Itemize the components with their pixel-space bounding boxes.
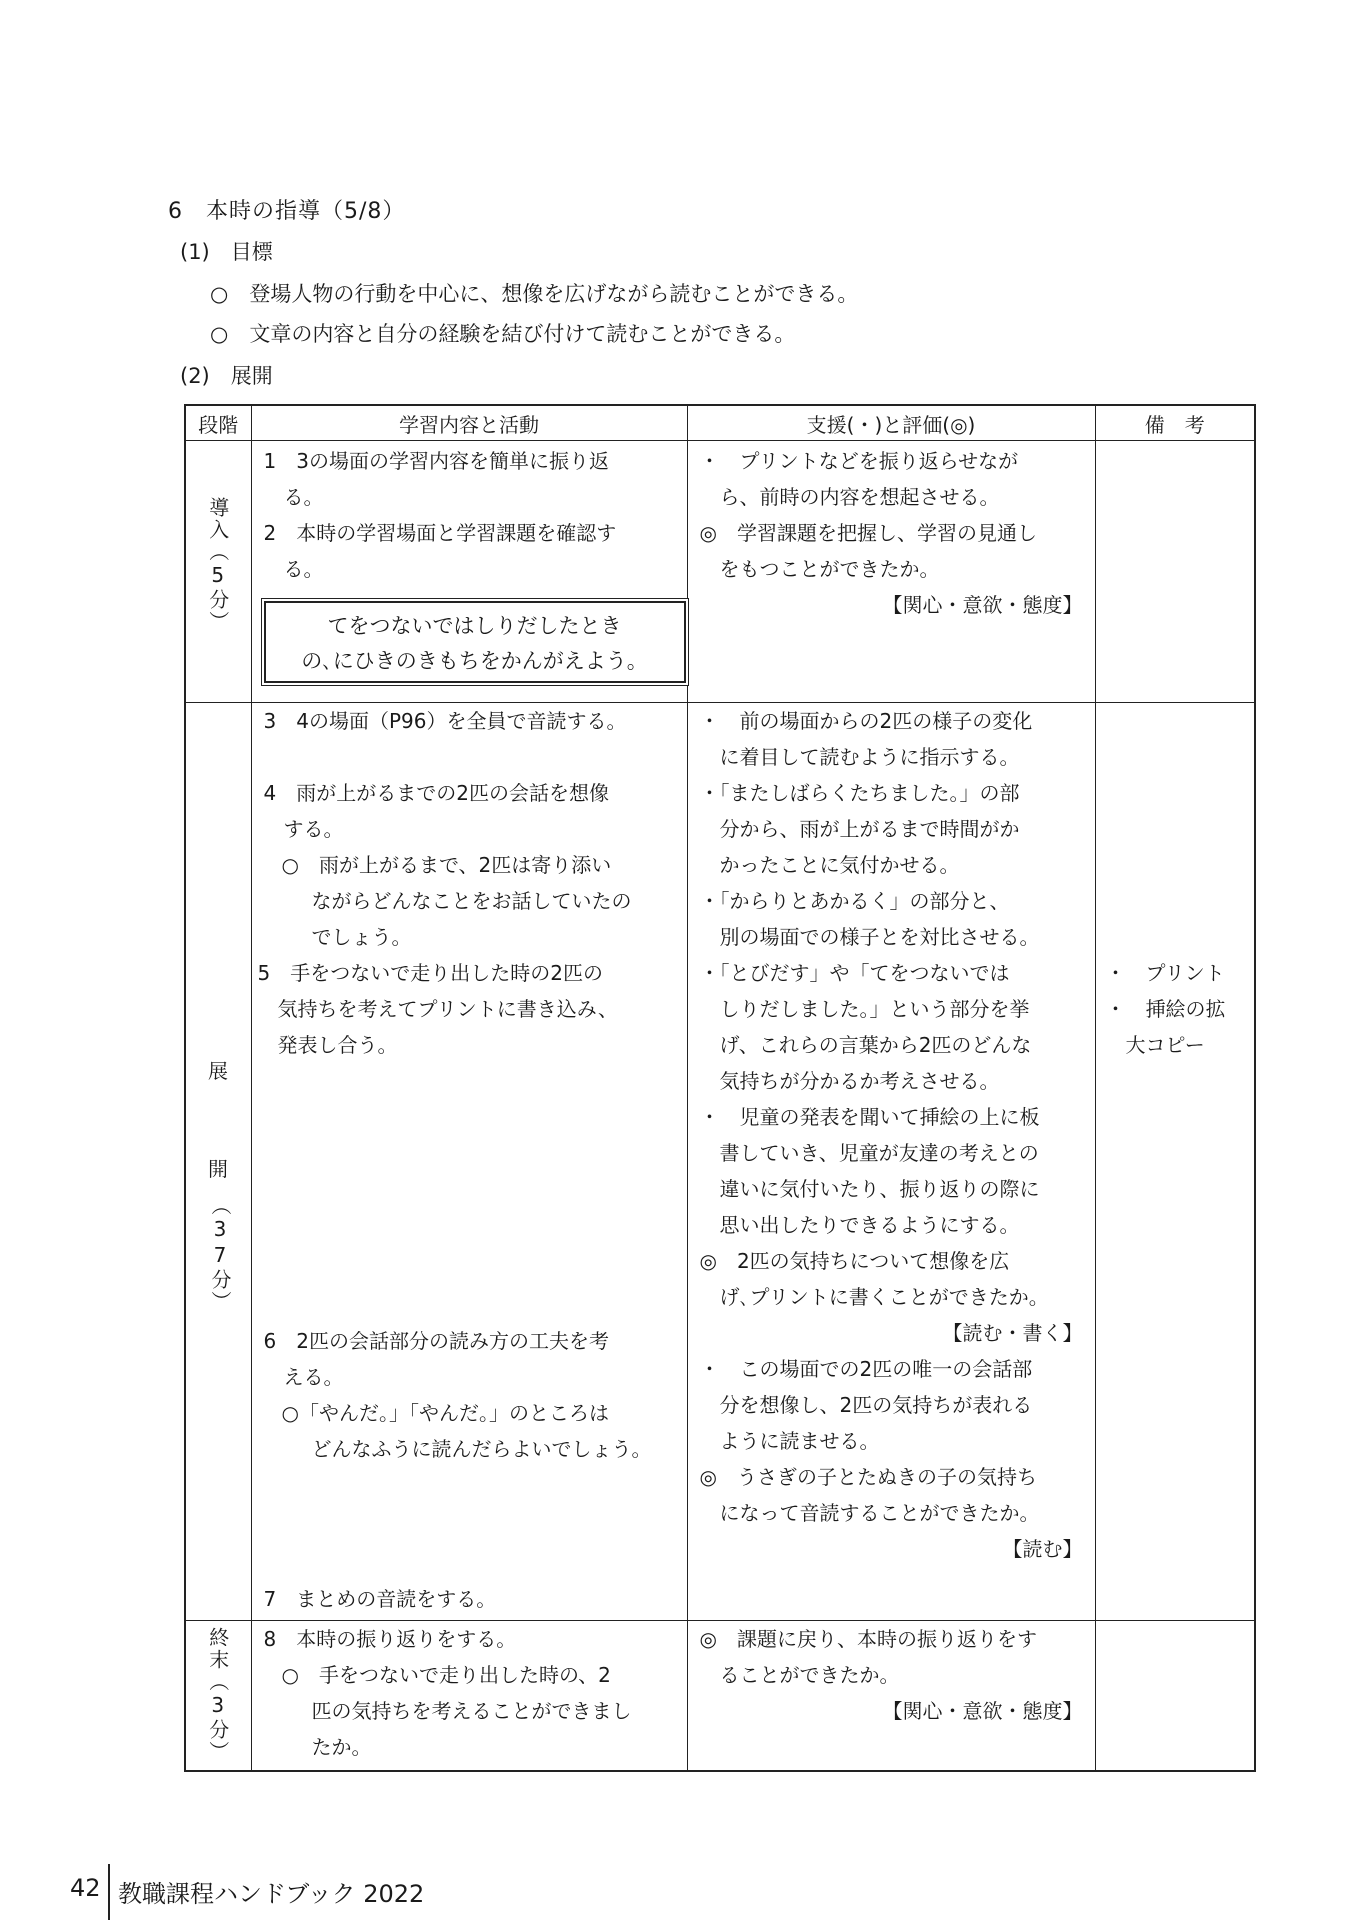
goals-label: (1) 目標 xyxy=(180,240,273,264)
closing-support: ◎ 課題に戻り、本時の振り返りをす ることができたか。 【関心・意欲・態度】 xyxy=(687,1621,1095,1771)
header-stage: 段階 xyxy=(185,405,251,441)
closing-activities: 8 本時の振り返りをする。 ○ 手をつないで走り出した時の、2 匹の気持ちを考えることができまし たか。 xyxy=(251,1621,687,1771)
task-box: てをつないではしりだしたとき の､にひきのきもちをかんがえよう。 xyxy=(264,601,686,683)
table-row xyxy=(185,441,1255,703)
stage-closing: 終末（3分） xyxy=(185,1621,251,1771)
header-notes: 備 考 xyxy=(1095,405,1255,441)
table-row xyxy=(185,703,1255,1621)
stage-intro: 導入（5分） xyxy=(185,441,251,703)
development-notes: ・ プリント ・ 挿絵の拡 大コピー xyxy=(1095,703,1255,1621)
stage-development: 展 開 （37分） xyxy=(185,703,251,1621)
page-number: 42 xyxy=(70,1874,101,1902)
table-row xyxy=(185,1621,1255,1771)
development-support: ・ 前の場面からの2匹の様子の変化 に着目して読むように指示する。 ・「またしばらくたちました。」の部 分から、雨が上がるまで時間がか かったことに気付かせる。 ・「からりとあかるく」の部分と、 別の場面での様子とを対比させる。 ・「とびだす」や「てをつないでは しりだしました。」という部分を挙 げ、これらの言葉から2匹のどんな 気持ちが分かるか考えさせる。 ・ 児童の発表を聞いて挿絵の上に板 書していき、児童が友達の考えとの 違いに気付いたり、振り返りの際に 思い出したりできるようにする。 ◎ 2匹の気持ちについて想像を広 げ､プリントに書くことができたか。 【読む・書く】 ・ この場面での2匹の唯一の会話部 分を想像し、2匹の気持ちが表れる ように読ませる。 ◎ うさぎの子とたぬきの子の気持ち になって音読することができたか。 【読む】 xyxy=(687,703,1095,1621)
development-activities: 3 4の場面（P96）を全員で音読する。 4 雨が上がるまでの2匹の会話を想像 する。 ○ 雨が上がるまで、2匹は寄り添い ながらどんなことをお話していたの でしょう。 5 手をつないで走り出した時の2匹の 気持ちを考えてプリントに書き込み、 発表し合う。 6 2匹の会話部分の読み方の工夫を考 える。 ○「やんだ。」「やんだ。」のところは どんなふうに読んだらよいでしょう。 7 まとめの音読をする。 xyxy=(251,703,687,1621)
lesson-plan-table xyxy=(184,404,1256,1772)
section-heading: 6 本時の指導（5/8） xyxy=(168,199,406,224)
header-support: 支援(・)と評価(◎) xyxy=(687,405,1095,441)
development-label: (2) 展開 xyxy=(180,364,273,388)
goal-item-2: ○ 文章の内容と自分の経験を結び付けて読むことができる。 xyxy=(210,322,796,346)
book-title: 教職課程ハンドブック 2022 xyxy=(118,1880,425,1908)
intro-support: ・ プリントなどを振り返らせなが ら、前時の内容を想起させる。 ◎ 学習課題を把握し、学習の見通し をもつことができたか。 【関心・意欲・態度】 xyxy=(687,441,1095,703)
closing-notes xyxy=(1095,1621,1255,1771)
footer-divider xyxy=(108,1864,110,1920)
header-activities: 学習内容と活動 xyxy=(251,405,687,441)
goal-item-1: ○ 登場人物の行動を中心に、想像を広げながら読むことができる。 xyxy=(210,282,859,306)
intro-notes xyxy=(1095,441,1255,703)
intro-activities: 1 3の場面の学習内容を簡単に振り返 る。 2 本時の学習場面と学習課題を確認す る。 てをつないではしりだしたとき の､にひきのきもちをかんがえよう。 xyxy=(251,441,687,703)
